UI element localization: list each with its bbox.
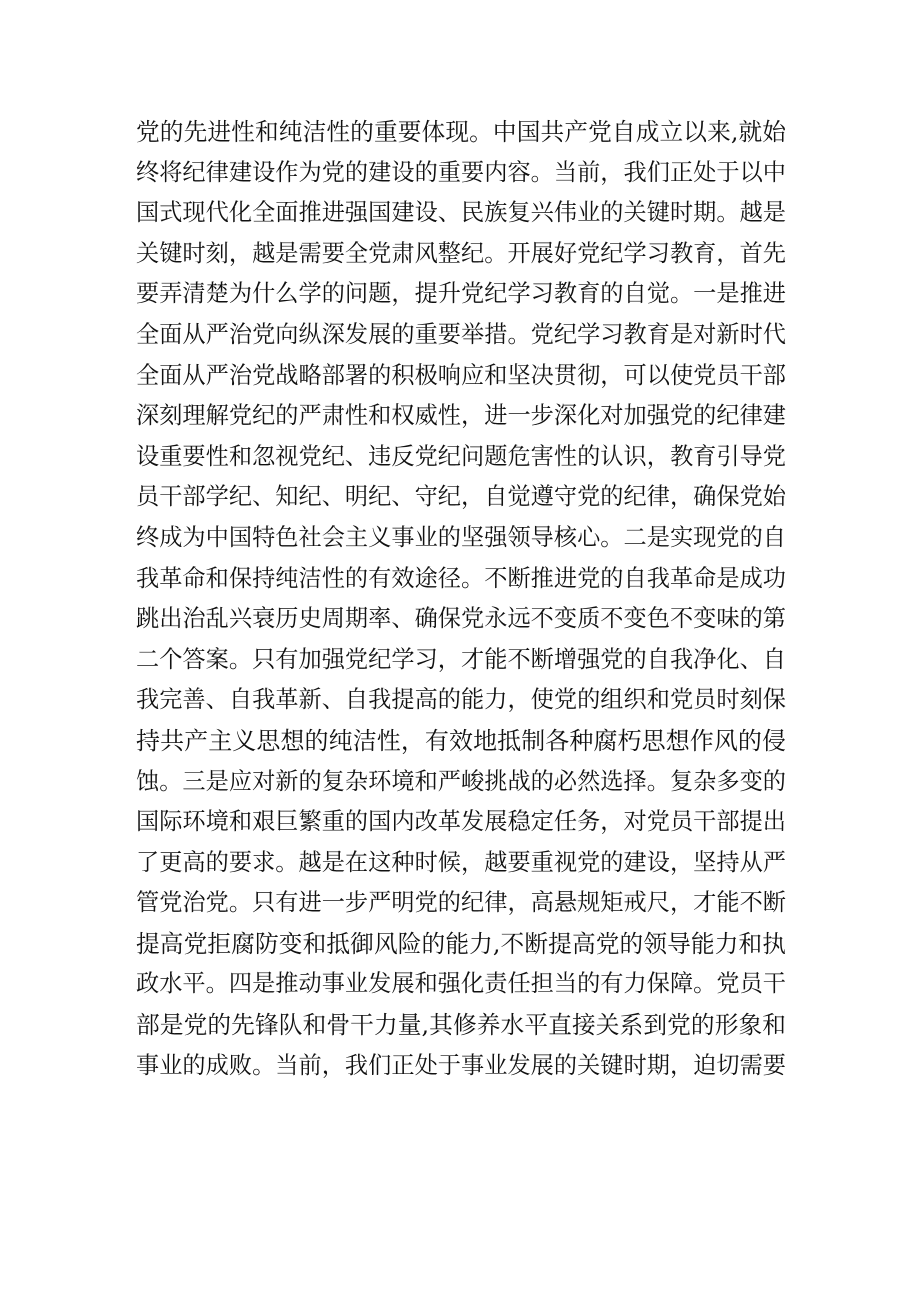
text-line: 要弄清楚为什么学的问题，提升党纪学习教育的自觉。一是推进 [136, 280, 786, 308]
text-line: 部是党的先锋队和骨干力量,其修养水平直接关系到党的形象和 [136, 1011, 786, 1040]
text-line: 党的先进性和纯洁性的重要体现。中国共产党自成立以来,就始 [136, 118, 786, 146]
text-line: 全面从严治党向纵深发展的重要举措。党纪学习教育是对新时代 [136, 320, 786, 348]
text-line: 我完善、自我革新、自我提高的能力，使党的组织和党员时刻保 [136, 686, 786, 714]
text-line: 关键时刻，越是需要全党肃风整纪。开展好党纪学习教育，首先 [136, 239, 786, 267]
text-line: 深刻理解党纪的严肃性和权威性，进一步深化对加强党的纪律建 [136, 402, 786, 430]
body-paragraph [136, 112, 786, 1086]
text-line: 终成为中国特色社会主义事业的坚强领导核心。二是实现党的自 [136, 523, 786, 551]
text-line: 国际环境和艰巨繁重的国内改革发展稳定任务，对党员干部提出 [136, 808, 786, 836]
text-line: 员干部学纪、知纪、明纪、守纪，自觉遵守党的纪律，确保党始 [136, 483, 786, 511]
text-line: 持共产主义思想的纯洁性，有效地抵制各种腐朽思想作风的侵 [136, 726, 786, 755]
text-line: 设重要性和忽视党纪、违反党纪问题危害性的认识，教育引导党 [136, 442, 786, 470]
text-line: 我革命和保持纯洁性的有效途径。不断推进党的自我革命是成功 [136, 564, 786, 592]
text-line: 全面从严治党战略部署的积极响应和坚决贯彻，可以使党员干部 [136, 361, 786, 389]
text-line: 政水平。四是推动事业发展和强化责任担当的有力保障。党员干 [136, 970, 786, 998]
text-line: 管党治党。只有进一步严明党的纪律，高悬规矩戒尺，才能不断 [136, 889, 786, 917]
text-line: 了更高的要求。越是在这种时候，越要重视党的建设，坚持从严 [136, 848, 786, 876]
text-line: 终将纪律建设作为党的建设的重要内容。当前，我们正处于以中 [136, 158, 786, 186]
text-line: 跳出治乱兴衰历史周期率、确保党永远不变质不变色不变味的第 [136, 605, 786, 633]
text-line: 蚀。三是应对新的复杂环境和严峻挑战的必然选择。复杂多变的 [136, 767, 786, 795]
text-line: 事业的成败。当前，我们正处于事业发展的关键时期，迫切需要 [136, 1051, 786, 1079]
text-line: 二个答案。只有加强党纪学习，才能不断增强党的自我净化、自 [136, 645, 786, 673]
text-line: 国式现代化全面推进强国建设、民族复兴伟业的关键时期。越是 [136, 199, 786, 227]
text-line: 提高党拒腐防变和抵御风险的能力,不断提高党的领导能力和执 [136, 929, 786, 958]
